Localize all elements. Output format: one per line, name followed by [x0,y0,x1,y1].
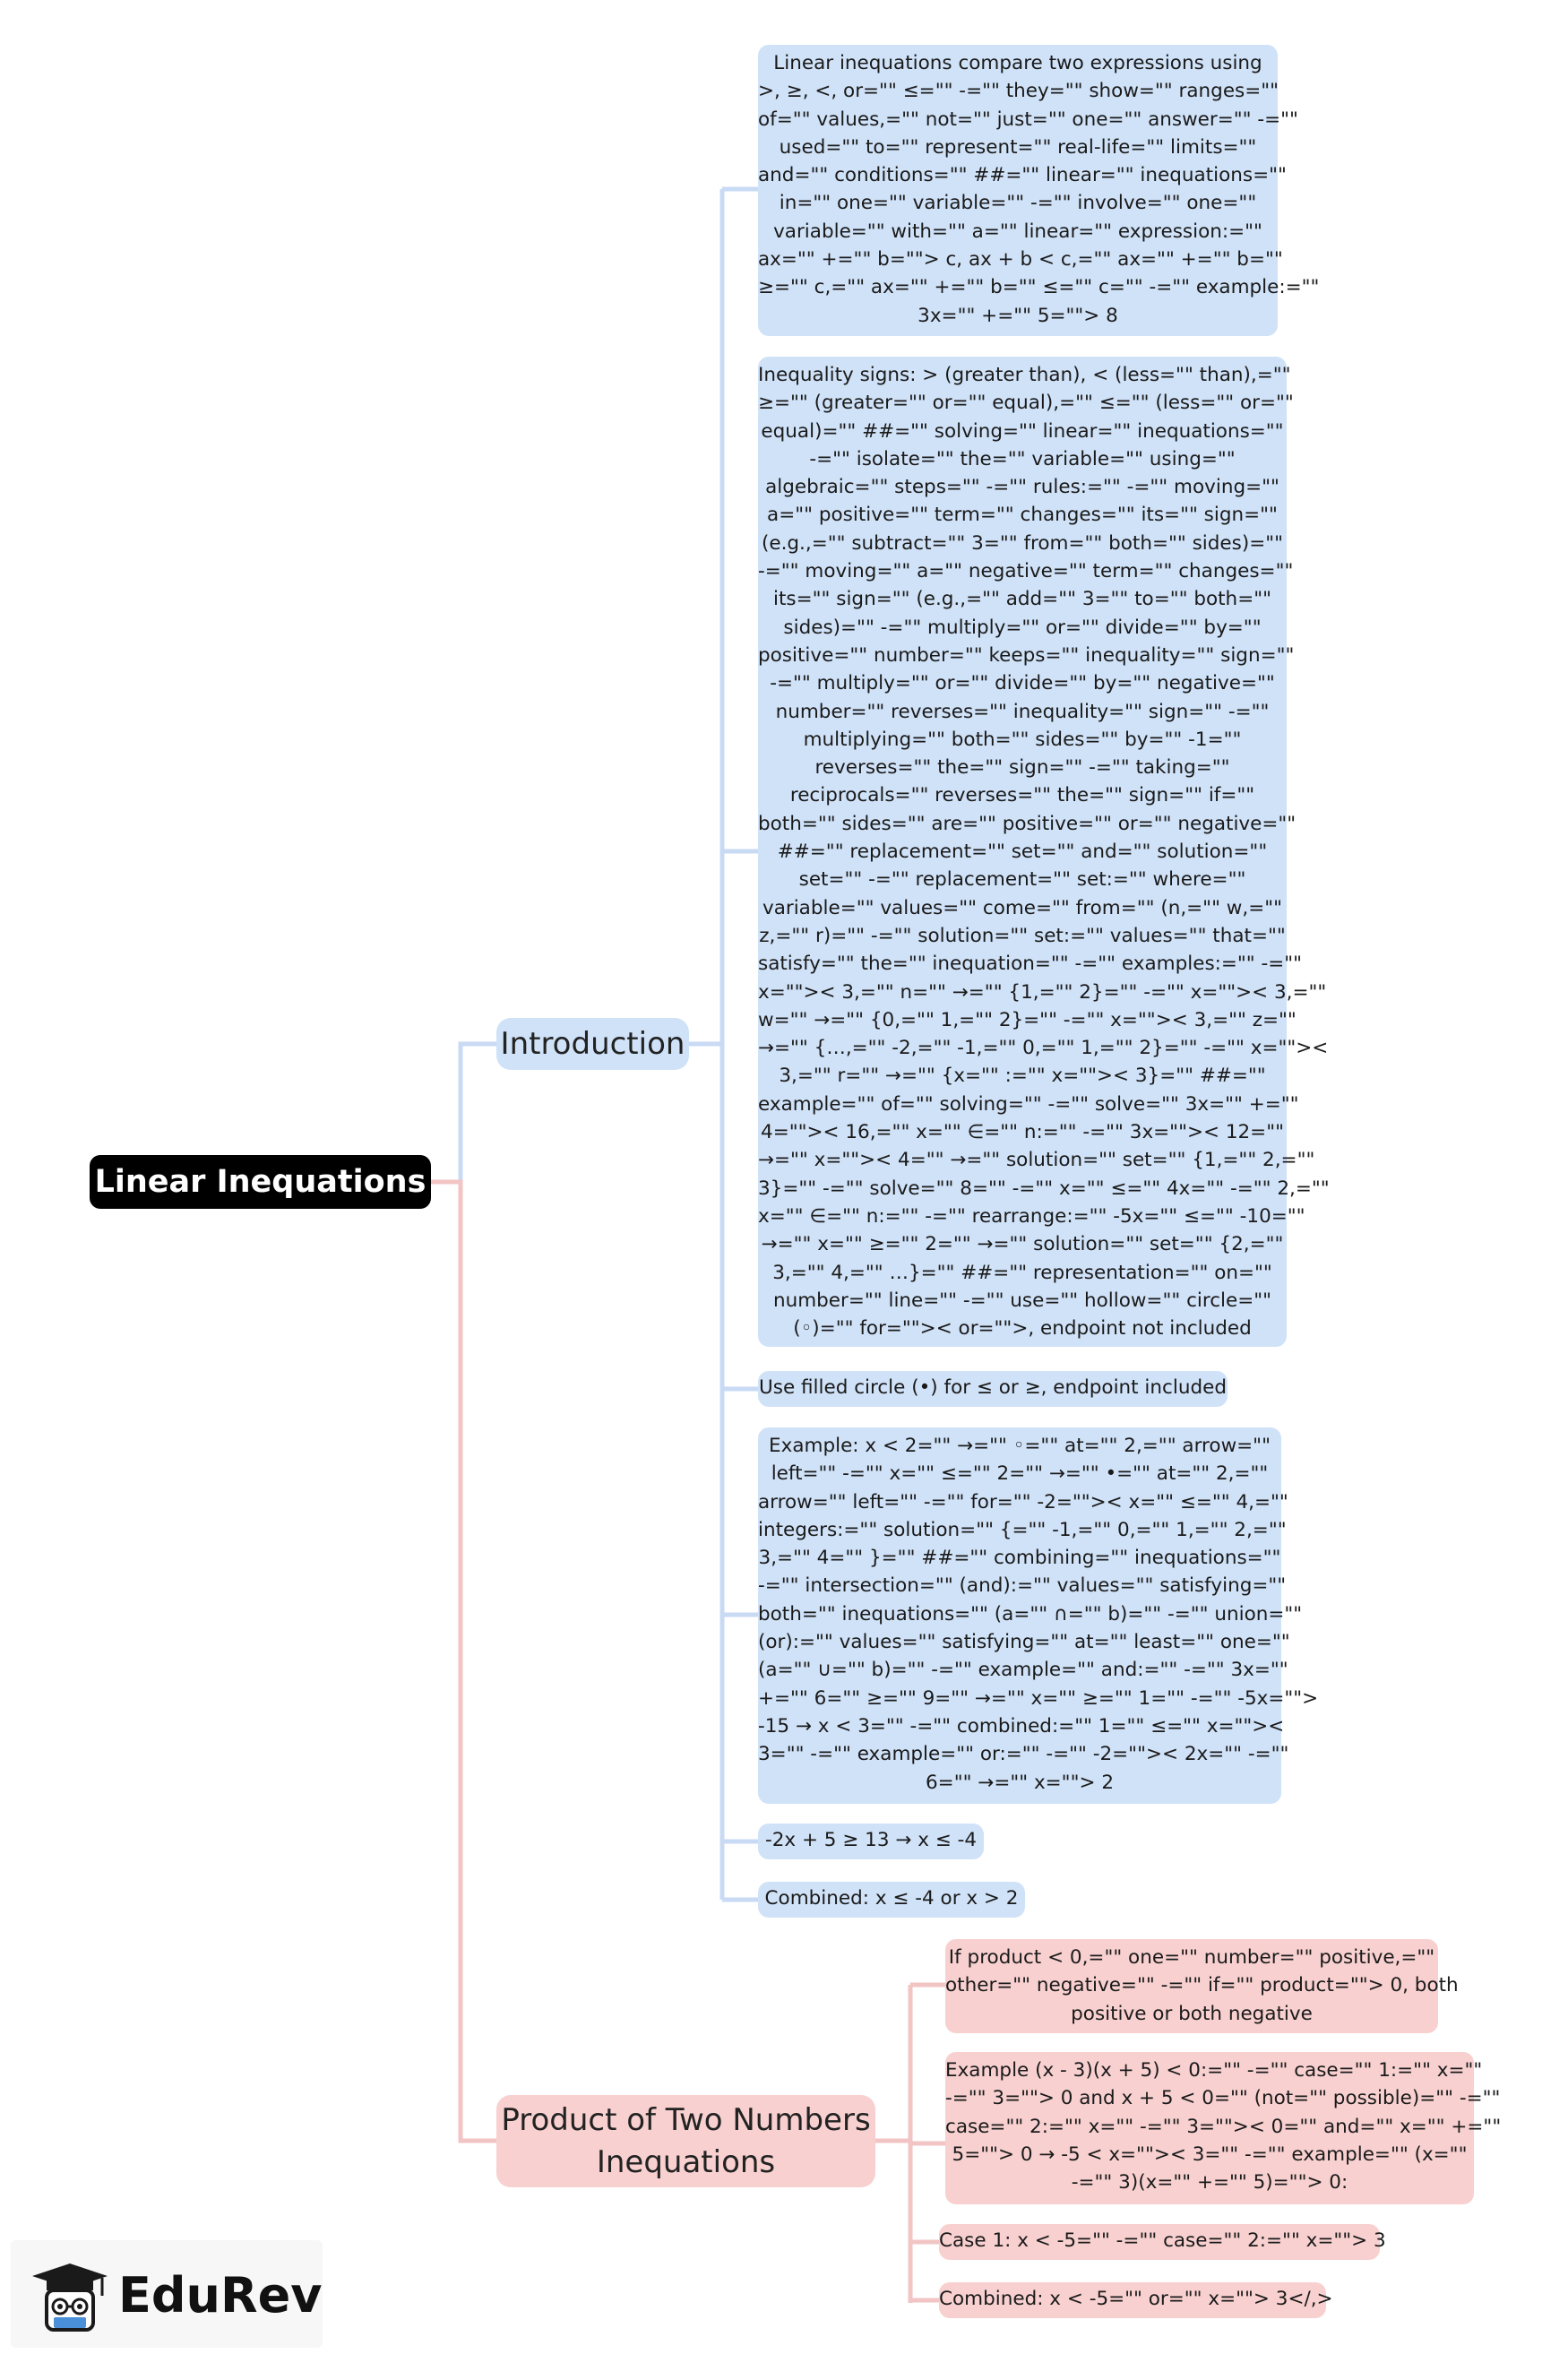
leaf-text-line: -="" intersection="" (and):="" values="" satisfying="" [758,1574,1287,1598]
link-root-product [431,1182,496,2141]
leaf-text-line: a="" positive="" term="" changes="" its="" sign="" [767,504,1278,527]
leaf-text-line: number="" reverses="" inequality="" sign="" -="" [775,700,1270,723]
leaf-text-line: -2x + 5 ≥ 13 → x ≤ -4 [764,1829,978,1851]
root-label: Linear Inequations [94,1164,426,1200]
intro-leaf-6[interactable] [758,1882,1025,1918]
leaf-text-line: 4="">< 16,="" x="" ∈="" n:="" -="" 3x="">< 12="" [761,1121,1284,1144]
leaf-text-line: left="" -="" x="" ≤="" 2="" →="" •="" at="" 2,="" [771,1462,1269,1486]
intro-leaf-1[interactable] [758,45,1320,336]
leaf-text-line: 6="" →="" x=""> 2 [926,1771,1114,1794]
edurev-logo [11,2240,323,2348]
leaf-text-line: ax="" +="" b=""> c, ax + b < c,="" ax="" +="" b="" [758,248,1283,272]
leaf-text-line: If product < 0,="" one="" number="" positive,="" [948,1946,1435,1969]
intro-leaf-3[interactable] [758,1371,1228,1407]
leaf-text-line: number="" line="" -="" use="" hollow="" circle="" [772,1289,1272,1312]
leaf-text-line: -="" 3)(x="" +="" 5)=""> 0: [1071,2171,1348,2194]
leaf-text-line: -="" moving="" a="" negative="" term="" changes="" [758,560,1294,583]
leaf-text-line: (◦)="" for="">< or="">, endpoint not included [793,1317,1252,1341]
graduation-cap-student-icon [30,2260,109,2333]
leaf-text-line: -="" isolate="" the="" variable="" using="" [809,447,1236,470]
leaf-text-line: →="" x="">< 4="" →="" solution="" set="" {1,="" 2,="" [758,1149,1315,1172]
leaf-text-line: integers:="" solution="" {="" -1,="" 0,="" 1,="" 2,="" [758,1518,1287,1541]
product-leaf-4[interactable] [939,2282,1333,2318]
leaf-text-line: 3,="" r="" →="" {x="" :="" x="">< 3}="" ##="" [779,1065,1266,1088]
branch-product-label-line: Inequations [596,2143,776,2180]
leaf-text-line: its="" sign="" (e.g.,="" add="" 3="" to="" both="" [773,588,1271,611]
leaf-text-line: of="" values,="" not="" just="" one="" answer="" -="" [758,108,1298,131]
leaf-text-line: 3x="" +="" 5=""> 8 [918,304,1118,327]
leaf-text-line: reverses="" the="" sign="" -="" taking="" [814,756,1230,780]
leaf-text-line: >, ≥, <, or="" ≤="" -="" they="" show="" ranges="" [758,80,1279,103]
leaf-text-line: (a="" ∪="" b)="" -="" example="" and:="" -="" 3x="" [758,1659,1288,1682]
leaf-text-line: (or):="" values="" satisfying="" at="" least="" one="" [758,1631,1290,1654]
branch-product-of-two-numbers[interactable] [496,2095,875,2187]
leaf-text-line: 3}="" -="" solve="" 8="" -="" x="" ≤="" 4x="" -="" 2,="" [758,1177,1330,1200]
leaf-text-line: 3,="" 4,="" …}="" ##="" representation="" on="" [772,1261,1272,1284]
leaf-text-line: algebraic="" steps="" -="" rules:="" -="" moving="" [765,476,1279,499]
leaf-text-line: Use filled circle (•) for ≤ or ≥, endpoint included [759,1376,1227,1399]
leaf-text-line: 5=""> 0 → -5 < x="">< 3="" -="" example="" (x="" [952,2143,1468,2166]
leaf-text-line: -15 → x < 3="" -="" combined:="" 1="" ≤="" x="">< [758,1714,1285,1737]
leaf-text-line: ≥="" c,="" ax="" +="" b="" ≤="" c="" -="" example:="" [758,276,1320,299]
leaf-text-line: Linear inequations compare two expressions using [773,52,1262,74]
leaf-text-line: (e.g.,="" subtract="" 3="" from="" both="" sides)="" [761,531,1284,555]
leaf-text-line: Case 1: x < -5="" -="" case="" 2:="" x=""> 3 [939,2229,1386,2252]
link-introduction-leaves [689,189,722,1900]
leaf-text-line: equal)="" ##="" solving="" linear="" inequations="" [761,419,1284,443]
leaf-text-line: x="">< 3,="" n="" →="" {1,="" 2}="" -="" x="">< 3,="" [758,980,1327,1004]
leaf-text-line: both="" sides="" are="" positive="" or="" negative="" [758,812,1297,835]
intro-leaf-2[interactable] [758,357,1330,1347]
brand-name: EduRev [118,2267,323,2324]
branch-product-label-line: Product of Two Numbers [501,2101,871,2138]
leaf-text-line: in="" one="" variable="" -="" involve="" one="" [779,192,1257,215]
leaf-text-line: -="" multiply="" or="" divide="" by="" negative="" [770,672,1275,695]
leaf-text-line: reciprocals="" reverses="" the="" sign="" if="" [789,784,1255,807]
root-node-linear-inequations[interactable] [90,1155,431,1209]
product-leaf-2[interactable] [945,2052,1502,2204]
leaf-text-line: arrow="" left="" -="" for="" -2="">< x="" ≤="" 4,="" [758,1490,1288,1513]
leaf-text-line: variable="" values="" come="" from="" (n,="" w,="" [762,896,1283,919]
leaf-text-line: Combined: x ≤ -4 or x > 2 [764,1887,1019,1910]
leaf-text-line: Inequality signs: > (greater than), < (less="" than),="" [758,364,1291,386]
leaf-text-line: satisfy="" the="" inequation="" -="" examples:="" -="" [758,953,1303,976]
leaf-text-line: Example: x < 2="" →="" ◦="" at="" 2,="" arrow="" [769,1435,1271,1457]
leaf-text-line: used="" to="" represent="" real-life="" limits="" [779,135,1257,159]
leaf-text-line: w="" →="" {0,="" 1,="" 2}="" -="" x="">< 3,="" z="" [758,1008,1297,1031]
branch-introduction[interactable] [496,1018,689,1070]
leaf-text-line: other="" negative="" -="" if="" product=""> 0, both [945,1974,1459,1997]
branch-introduction-label: Introduction [500,1025,685,1062]
leaf-text-line: Example (x - 3)(x + 5) < 0:="" -="" case="" 1:="" x="" [945,2059,1483,2082]
link-product-leaves [875,1985,910,2303]
leaf-text-line: sides)="" -="" multiply="" or="" divide="" by="" [783,616,1262,639]
leaf-text-line: x="" ∈="" n:="" -="" rearrange:="" -5x="" ≤="" -10="" [758,1204,1305,1228]
leaf-text-line: z,="" r)="" -="" solution="" set:="" values="" that="" [759,924,1286,947]
leaf-text-line: positive or both negative [1071,2002,1313,2025]
leaf-text-line: example="" of="" solving="" -="" solve="" 3x="" +="" [758,1092,1299,1116]
leaf-text-line: 3="" -="" example="" or:="" -="" -2="">< 2x="" -="" [758,1743,1289,1766]
leaf-text-line: ##="" replacement="" set="" and="" solution="" [777,841,1268,864]
link-root-introduction [431,1044,496,1182]
leaf-text-line: 3,="" 4="" }="" ##="" combining="" inequations="" [758,1547,1281,1570]
intro-leaf-5[interactable] [758,1824,984,1859]
leaf-text-line: →="" x="" ≥="" 2="" →="" solution="" set="" {2,="" [761,1233,1284,1256]
leaf-text-line: multiplying="" both="" sides="" by="" -1="" [803,728,1242,751]
leaf-text-line: -="" 3=""> 0 and x + 5 < 0="" (not="" possible)="" -="" [945,2087,1501,2110]
leaf-text-line: Combined: x < -5="" or="" x=""> 3</,> [939,2288,1333,2310]
leaf-text-line: case="" 2:="" x="" -="" 3="">< 0="" and="" x="" +="" [945,2115,1502,2138]
leaf-text-line: variable="" with="" a="" linear="" expression:="" [773,220,1262,243]
leaf-text-line: +="" 6="" ≥="" 9="" →="" x="" ≥="" 1="" -="" -5x=""> [758,1686,1319,1710]
product-leaf-3[interactable] [939,2224,1386,2260]
product-leaf-1[interactable] [945,1939,1459,2033]
leaf-text-line: both="" inequations="" (a="" ∩="" b)="" -="" union="" [758,1602,1303,1625]
leaf-text-line: and="" conditions="" ##="" linear="" inequations="" [758,164,1287,187]
leaf-text-line: ≥="" (greater="" or="" equal),="" ≤="" (less="" or="" [758,392,1294,415]
leaf-text-line: set="" -="" replacement="" set:="" where="" [798,868,1246,892]
leaf-text-line: positive="" number="" keeps="" inequality="" sign="" [758,643,1295,667]
intro-leaf-4[interactable] [758,1427,1319,1804]
leaf-text-line: →="" {…,="" -2,="" -1,="" 0,="" 1,="" 2}="" -="" x="">< [758,1037,1329,1060]
